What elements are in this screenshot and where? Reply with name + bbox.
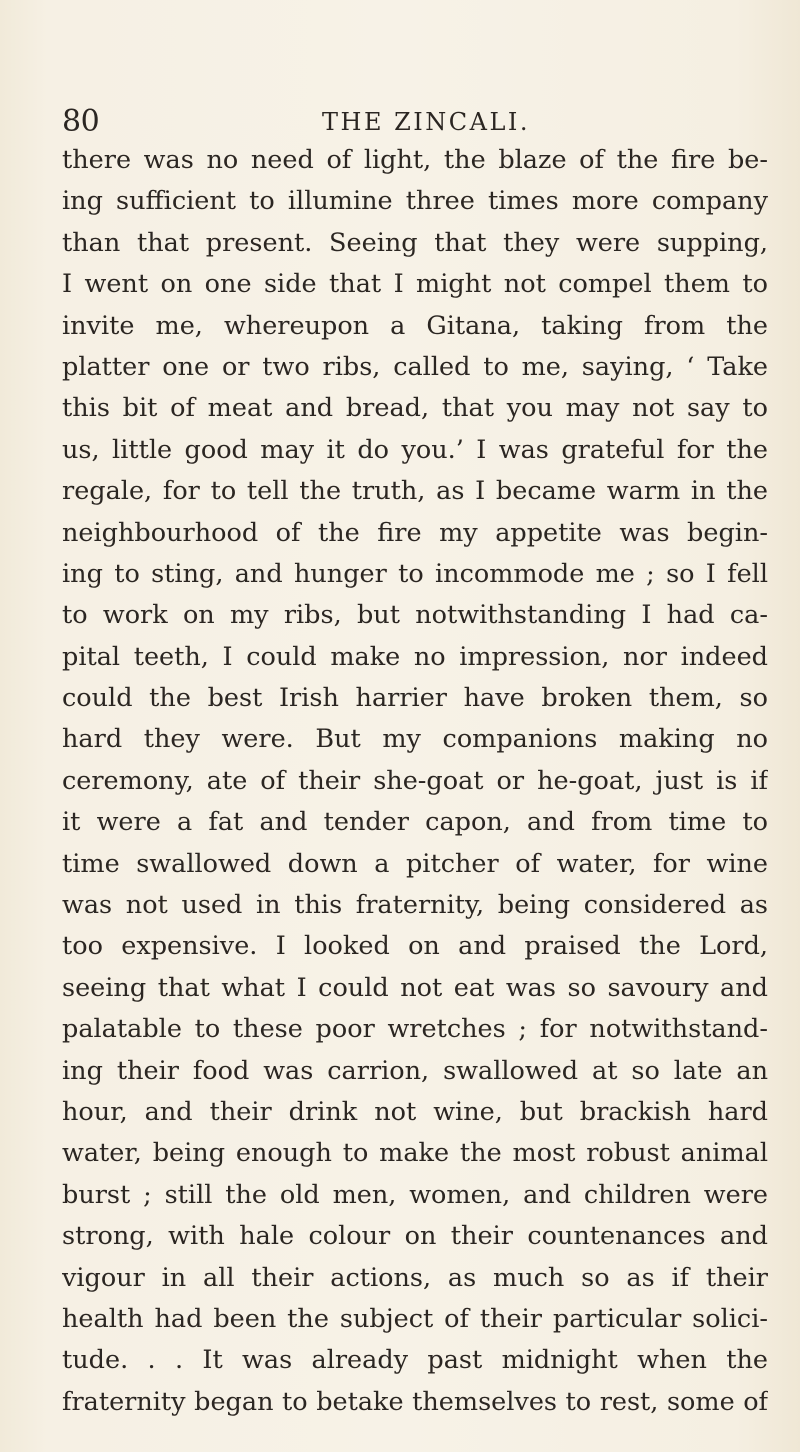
text-line: was not used in this fraternity, being considered as [62, 890, 768, 921]
text-line: seeing that what I could not eat was so savoury and [62, 972, 768, 1003]
text-line: vigour in all their actions, as much so as if their [62, 1262, 768, 1293]
text-line: there was no need of light, the blaze of the fire be- [62, 145, 768, 175]
text-line: neighbourhood of the fire my appetite was begin- [62, 517, 768, 548]
body-text [62, 140, 768, 1423]
text-line: too expensive. I looked on and praised the Lord, [62, 931, 768, 962]
text-line: I went on one side that I might not compel them to [62, 269, 768, 300]
text-line: health had been the subject of their particular solici- [62, 1303, 768, 1334]
text-line: invite me, whereupon a Gitana, taking from the [62, 310, 768, 341]
text-line: water, being enough to make the most robust animal [62, 1138, 768, 1169]
text-line: could the best Irish harrier have broken them, so [62, 683, 768, 714]
text-line: palatable to these poor wretches ; for notwithstand- [62, 1014, 768, 1045]
text-line: to work on my ribs, but notwithstanding I had ca- [62, 600, 768, 631]
text-line: time swallowed down a pitcher of water, for wine [62, 848, 768, 879]
text-line: hour, and their drink not wine, but brackish hard [62, 1096, 768, 1127]
text-line: fraternity began to betake themselves to rest, some of [62, 1386, 768, 1417]
text-line: platter one or two ribs, called to me, saying, ‘ Take [62, 351, 768, 382]
text-line: us, little good may it do you.’ I was grateful for the [62, 434, 768, 465]
text-line: tude. . . It was already past midnight when the [62, 1345, 768, 1376]
text-line: ing sufficient to illumine three times more company [62, 186, 768, 217]
text-line: burst ; still the old men, women, and children were [62, 1179, 768, 1210]
text-line: strong, with hale colour on their countenances and [62, 1221, 768, 1252]
page-header [62, 102, 748, 142]
text-line: pital teeth, I could make no impression, nor indeed [62, 641, 768, 672]
text-line: this bit of meat and bread, that you may not say to [62, 393, 768, 424]
text-line: than that present. Seeing that they were supping, [62, 227, 768, 258]
text-line: hard they were. But my companions making no [62, 724, 768, 755]
page-number: 80 [62, 104, 100, 139]
running-title: THE ZINCALI. [322, 108, 530, 136]
text-line: ing to sting, and hunger to incommode me ; so I fell [62, 558, 768, 589]
text-line: regale, for to tell the truth, as I became warm in the [62, 476, 768, 507]
text-line: ceremony, ate of their she-goat or he-goat, just is if [62, 765, 768, 796]
text-line: ing their food was carrion, swallowed at so late an [62, 1055, 768, 1086]
text-line: it were a fat and tender capon, and from time to [62, 807, 768, 838]
